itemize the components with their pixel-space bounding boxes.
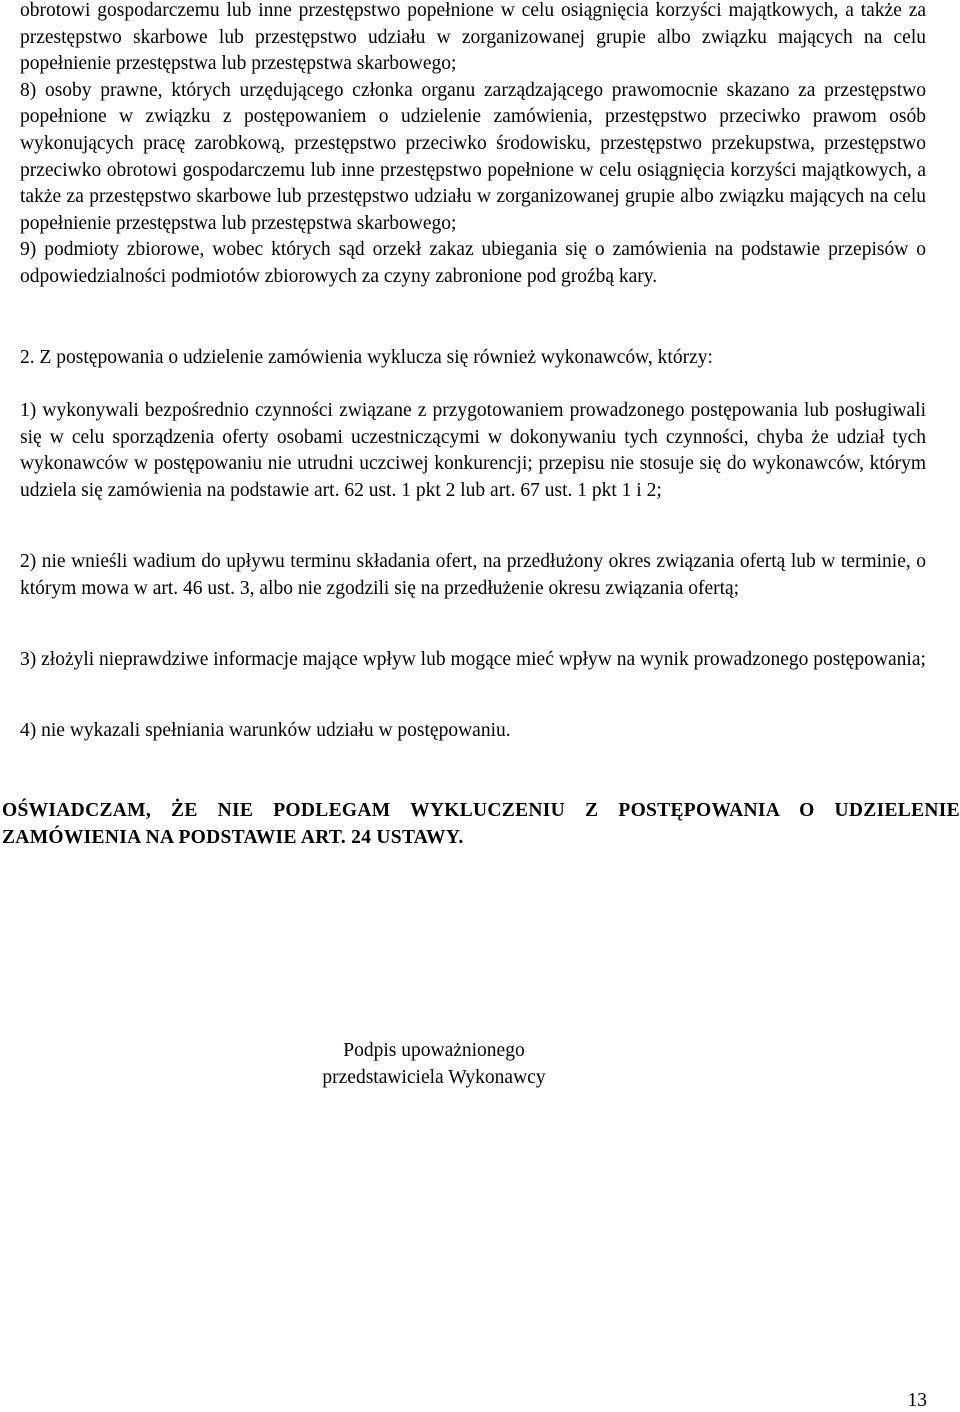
section-2-intro-text: 2. Z postępowania o udzielenie zamówienia wyklucza się również wykonawców, którzy: (20, 347, 713, 368)
section-2-item-1 (20, 398, 926, 504)
continuation-paragraph: obrotowi gospodarczemu lub inne przestępstwo popełnione w celu osiągnięcia korzyści majątkowych, a także za przestępstwo skarbowe lub przestępstwo udziału w zorganizowanej grupie albo związku mających na celu popełnienie przestępstwa lub przestępstwa skarbowego; (20, 0, 926, 75)
section-2-item-1-text: 1) wykonywali bezpośrednio czynności związane z przygotowaniem prowadzonego postępowania lub posługiwali się w celu sporządzenia oferty osobami uczestniczącymi w dokonywaniu tych czynności, chyba że udział tych wykonawców w postępowaniu nie utrudni uczciwej konkurencji; przepisu nie stosuje się do wykonawców, którym udziela się zamówienia na podstawie art. 62 ust. 1 pkt 2 lub art. 67 ust. 1 pkt 1 i 2; (20, 400, 926, 501)
continuation-list (20, 0, 926, 291)
section-2-item-2 (20, 549, 926, 602)
section-2-item-4-text: 4) nie wykazali spełniania warunków udziału w postępowaniu. (20, 720, 511, 741)
list-item-8: 8) osoby prawne, których urzędującego członka organu zarządzającego prawomocnie skazano za przestępstwo popełnione w związku z postępowaniem o udzielenie zamówienia, przestępstwo przeciwko prawom osób wykonujących pracę zarobkową, przestępstwo przeciwko środowisku, przestępstwo przekupstwa, przestępstwo przeciwko obrotowi gospodarczemu lub inne przestępstwo popełnione w celu osiągnięcia korzyści majątkowych, a także za przestępstwo skarbowe lub przestępstwo udziału w zorganizowanej grupie albo związku mających na celu popełnienie przestępstwa lub przestępstwa skarbowego; (20, 79, 926, 234)
list-item-9: 9) podmioty zbiorowe, wobec których sąd orzekł zakaz ubiegania się o zamówienia na podstawie przepisów o odpowiedzialności podmiotów zbiorowych za czyny zabronione pod groźbą kary. (20, 239, 926, 287)
section-2-intro (20, 345, 926, 372)
section-2-item-4 (20, 718, 926, 745)
exclusion-declaration: OŚWIADCZAM, ŻE NIE PODLEGAM WYKLUCZENIU Z POSTĘPOWANIA O UDZIELENIE ZAMÓWIENIA NA PODSTAWIE ART. 24 USTAWY. (2, 800, 960, 848)
section-2-item-2-text: 2) nie wnieśli wadium do upływu terminu składania ofert, na przedłużony okres związania ofertą lub w terminie, o którym mowa w art. 46 ust. 3, albo nie zgodzili się na przedłużenie okresu związania ofertą; (20, 551, 926, 599)
page-number: 13 (907, 1390, 927, 1411)
section-2-item-3 (20, 647, 926, 674)
section-2-item-3-text: 3) złożyli nieprawdziwe informacje mające wpływ lub mogące mieć wpływ na wynik prowadzonego postępowania; (20, 649, 926, 670)
signature-line-2: przedstawiciela Wykonawcy (322, 1066, 546, 1088)
signature-line-1: Podpis upoważnionego (343, 1040, 525, 1061)
signature-block (274, 1038, 594, 1091)
